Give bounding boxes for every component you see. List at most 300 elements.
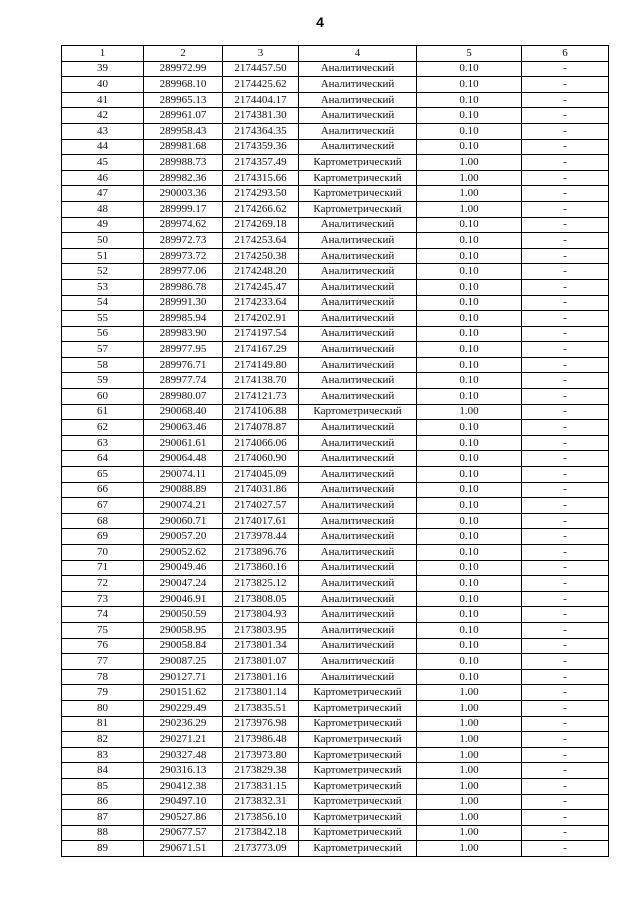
method-cell: Аналитический (299, 654, 417, 670)
point-number-cell: 62 (62, 420, 144, 436)
method-cell: Аналитический (299, 248, 417, 264)
point-number-cell: 71 (62, 560, 144, 576)
accuracy-cell: 0.10 (417, 513, 522, 529)
method-cell: Аналитический (299, 607, 417, 623)
y-coordinate-cell: 2173896.76 (223, 545, 299, 561)
x-coordinate-cell: 290527.86 (144, 810, 223, 826)
x-coordinate-cell: 290003.36 (144, 186, 223, 202)
y-coordinate-cell: 2174266.62 (223, 201, 299, 217)
accuracy-cell: 0.10 (417, 576, 522, 592)
point-number-cell: 73 (62, 591, 144, 607)
method-cell: Картометрический (299, 747, 417, 763)
y-coordinate-cell: 2174245.47 (223, 279, 299, 295)
accuracy-cell: 0.10 (417, 498, 522, 514)
x-coordinate-cell: 289965.13 (144, 92, 223, 108)
x-coordinate-cell: 289972.99 (144, 61, 223, 77)
method-cell: Аналитический (299, 622, 417, 638)
method-cell: Аналитический (299, 279, 417, 295)
point-number-cell: 74 (62, 607, 144, 623)
x-coordinate-cell: 290064.48 (144, 451, 223, 467)
x-coordinate-cell: 290058.95 (144, 622, 223, 638)
point-number-cell: 76 (62, 638, 144, 654)
accuracy-cell: 1.00 (417, 685, 522, 701)
table-row (62, 700, 609, 716)
accuracy-cell: 0.10 (417, 654, 522, 670)
y-coordinate-cell: 2174404.17 (223, 92, 299, 108)
note-cell: - (522, 295, 609, 311)
method-cell: Аналитический (299, 513, 417, 529)
x-coordinate-cell: 289972.73 (144, 233, 223, 249)
y-coordinate-cell: 2174359.36 (223, 139, 299, 155)
table-row (62, 357, 609, 373)
point-number-cell: 67 (62, 498, 144, 514)
accuracy-cell: 0.10 (417, 77, 522, 93)
point-number-cell: 84 (62, 763, 144, 779)
x-coordinate-cell: 290412.38 (144, 778, 223, 794)
y-coordinate-cell: 2173835.51 (223, 700, 299, 716)
table-row (62, 825, 609, 841)
point-number-cell: 69 (62, 529, 144, 545)
x-coordinate-cell: 290087.25 (144, 654, 223, 670)
method-cell: Аналитический (299, 545, 417, 561)
table-row (62, 622, 609, 638)
y-coordinate-cell: 2174031.86 (223, 482, 299, 498)
method-cell: Аналитический (299, 233, 417, 249)
y-coordinate-cell: 2174253.64 (223, 233, 299, 249)
column-header: 5 (417, 46, 522, 62)
point-number-cell: 70 (62, 545, 144, 561)
point-number-cell: 39 (62, 61, 144, 77)
note-cell: - (522, 654, 609, 670)
method-cell: Картометрический (299, 700, 417, 716)
accuracy-cell: 0.10 (417, 342, 522, 358)
table-body (62, 61, 609, 856)
point-number-cell: 64 (62, 451, 144, 467)
y-coordinate-cell: 2173860.16 (223, 560, 299, 576)
note-cell: - (522, 529, 609, 545)
table-row (62, 810, 609, 826)
accuracy-cell: 1.00 (417, 716, 522, 732)
table-row (62, 747, 609, 763)
x-coordinate-cell: 290052.62 (144, 545, 223, 561)
x-coordinate-cell: 289958.43 (144, 123, 223, 139)
note-cell: - (522, 420, 609, 436)
table-header-row (62, 46, 609, 62)
x-coordinate-cell: 290088.89 (144, 482, 223, 498)
y-coordinate-cell: 2173976.98 (223, 716, 299, 732)
x-coordinate-cell: 290677.57 (144, 825, 223, 841)
accuracy-cell: 0.10 (417, 139, 522, 155)
method-cell: Картометрический (299, 155, 417, 171)
method-cell: Аналитический (299, 420, 417, 436)
x-coordinate-cell: 290060.71 (144, 513, 223, 529)
table-row (62, 108, 609, 124)
y-coordinate-cell: 2174202.91 (223, 311, 299, 327)
note-cell: - (522, 498, 609, 514)
y-coordinate-cell: 2173829.38 (223, 763, 299, 779)
x-coordinate-cell: 289999.17 (144, 201, 223, 217)
column-header: 1 (62, 46, 144, 62)
note-cell: - (522, 513, 609, 529)
accuracy-cell: 0.10 (417, 248, 522, 264)
x-coordinate-cell: 290229.49 (144, 700, 223, 716)
x-coordinate-cell: 289977.74 (144, 373, 223, 389)
table-row (62, 513, 609, 529)
table-row (62, 326, 609, 342)
x-coordinate-cell: 290151.62 (144, 685, 223, 701)
note-cell: - (522, 170, 609, 186)
table-row (62, 123, 609, 139)
accuracy-cell: 0.10 (417, 420, 522, 436)
point-number-cell: 78 (62, 669, 144, 685)
accuracy-cell: 0.10 (417, 279, 522, 295)
note-cell: - (522, 404, 609, 420)
method-cell: Картометрический (299, 732, 417, 748)
table-row (62, 638, 609, 654)
method-cell: Аналитический (299, 357, 417, 373)
method-cell: Картометрический (299, 841, 417, 857)
point-number-cell: 59 (62, 373, 144, 389)
point-number-cell: 65 (62, 467, 144, 483)
point-number-cell: 55 (62, 311, 144, 327)
table-row (62, 92, 609, 108)
accuracy-cell: 0.10 (417, 467, 522, 483)
x-coordinate-cell: 289968.10 (144, 77, 223, 93)
y-coordinate-cell: 2174269.18 (223, 217, 299, 233)
point-number-cell: 50 (62, 233, 144, 249)
note-cell: - (522, 311, 609, 327)
accuracy-cell: 0.10 (417, 295, 522, 311)
y-coordinate-cell: 2173831.15 (223, 778, 299, 794)
table-row (62, 545, 609, 561)
table-row (62, 77, 609, 93)
accuracy-cell: 0.10 (417, 123, 522, 139)
accuracy-cell: 1.00 (417, 155, 522, 171)
accuracy-cell: 1.00 (417, 763, 522, 779)
x-coordinate-cell: 290050.59 (144, 607, 223, 623)
y-coordinate-cell: 2173801.16 (223, 669, 299, 685)
note-cell: - (522, 139, 609, 155)
method-cell: Аналитический (299, 295, 417, 311)
table-row (62, 311, 609, 327)
accuracy-cell: 0.10 (417, 61, 522, 77)
column-header: 4 (299, 46, 417, 62)
point-number-cell: 63 (62, 435, 144, 451)
table-row (62, 404, 609, 420)
note-cell: - (522, 685, 609, 701)
accuracy-cell: 0.10 (417, 451, 522, 467)
x-coordinate-cell: 289982.36 (144, 170, 223, 186)
note-cell: - (522, 810, 609, 826)
x-coordinate-cell: 290074.11 (144, 467, 223, 483)
accuracy-cell: 1.00 (417, 404, 522, 420)
note-cell: - (522, 92, 609, 108)
table-row (62, 186, 609, 202)
y-coordinate-cell: 2174060.90 (223, 451, 299, 467)
y-coordinate-cell: 2174106.88 (223, 404, 299, 420)
y-coordinate-cell: 2173803.95 (223, 622, 299, 638)
x-coordinate-cell: 289973.72 (144, 248, 223, 264)
note-cell: - (522, 467, 609, 483)
table-row (62, 139, 609, 155)
y-coordinate-cell: 2173986.48 (223, 732, 299, 748)
table-row (62, 560, 609, 576)
x-coordinate-cell: 290046.91 (144, 591, 223, 607)
note-cell: - (522, 778, 609, 794)
accuracy-cell: 1.00 (417, 201, 522, 217)
accuracy-cell: 0.10 (417, 357, 522, 373)
table-row (62, 591, 609, 607)
point-number-cell: 60 (62, 389, 144, 405)
note-cell: - (522, 217, 609, 233)
method-cell: Аналитический (299, 92, 417, 108)
method-cell: Аналитический (299, 217, 417, 233)
note-cell: - (522, 638, 609, 654)
y-coordinate-cell: 2173808.05 (223, 591, 299, 607)
note-cell: - (522, 591, 609, 607)
note-cell: - (522, 201, 609, 217)
y-coordinate-cell: 2174248.20 (223, 264, 299, 280)
accuracy-cell: 1.00 (417, 841, 522, 857)
x-coordinate-cell: 289961.07 (144, 108, 223, 124)
point-number-cell: 42 (62, 108, 144, 124)
method-cell: Картометрический (299, 825, 417, 841)
x-coordinate-cell: 289976.71 (144, 357, 223, 373)
page-number: 4 (316, 14, 324, 30)
point-number-cell: 72 (62, 576, 144, 592)
y-coordinate-cell: 2173842.18 (223, 825, 299, 841)
point-number-cell: 88 (62, 825, 144, 841)
y-coordinate-cell: 2174138.70 (223, 373, 299, 389)
y-coordinate-cell: 2174121.73 (223, 389, 299, 405)
method-cell: Аналитический (299, 529, 417, 545)
y-coordinate-cell: 2174197.54 (223, 326, 299, 342)
table-row (62, 233, 609, 249)
method-cell: Аналитический (299, 123, 417, 139)
point-number-cell: 48 (62, 201, 144, 217)
accuracy-cell: 0.10 (417, 373, 522, 389)
table-row (62, 451, 609, 467)
y-coordinate-cell: 2174027.57 (223, 498, 299, 514)
note-cell: - (522, 841, 609, 857)
method-cell: Картометрический (299, 716, 417, 732)
note-cell: - (522, 155, 609, 171)
method-cell: Картометрический (299, 810, 417, 826)
note-cell: - (522, 248, 609, 264)
accuracy-cell: 1.00 (417, 794, 522, 810)
note-cell: - (522, 669, 609, 685)
point-number-cell: 61 (62, 404, 144, 420)
table-row (62, 420, 609, 436)
accuracy-cell: 0.10 (417, 92, 522, 108)
accuracy-cell: 1.00 (417, 747, 522, 763)
y-coordinate-cell: 2173978.44 (223, 529, 299, 545)
x-coordinate-cell: 290271.21 (144, 732, 223, 748)
point-number-cell: 47 (62, 186, 144, 202)
y-coordinate-cell: 2174045.09 (223, 467, 299, 483)
table-row (62, 342, 609, 358)
x-coordinate-cell: 289988.73 (144, 155, 223, 171)
method-cell: Аналитический (299, 498, 417, 514)
table-row (62, 467, 609, 483)
note-cell: - (522, 326, 609, 342)
table-row (62, 373, 609, 389)
accuracy-cell: 0.10 (417, 560, 522, 576)
method-cell: Аналитический (299, 61, 417, 77)
table-row (62, 155, 609, 171)
x-coordinate-cell: 290049.46 (144, 560, 223, 576)
x-coordinate-cell: 289977.95 (144, 342, 223, 358)
y-coordinate-cell: 2174364.35 (223, 123, 299, 139)
note-cell: - (522, 373, 609, 389)
accuracy-cell: 0.10 (417, 529, 522, 545)
y-coordinate-cell: 2174357.49 (223, 155, 299, 171)
table-row (62, 716, 609, 732)
accuracy-cell: 0.10 (417, 591, 522, 607)
accuracy-cell: 0.10 (417, 217, 522, 233)
point-number-cell: 87 (62, 810, 144, 826)
accuracy-cell: 0.10 (417, 108, 522, 124)
point-number-cell: 53 (62, 279, 144, 295)
accuracy-cell: 0.10 (417, 233, 522, 249)
point-number-cell: 44 (62, 139, 144, 155)
method-cell: Картометрический (299, 186, 417, 202)
accuracy-cell: 1.00 (417, 732, 522, 748)
x-coordinate-cell: 290063.46 (144, 420, 223, 436)
point-number-cell: 82 (62, 732, 144, 748)
table-row (62, 778, 609, 794)
x-coordinate-cell: 289974.62 (144, 217, 223, 233)
y-coordinate-cell: 2174457.50 (223, 61, 299, 77)
column-header: 6 (522, 46, 609, 62)
accuracy-cell: 1.00 (417, 700, 522, 716)
note-cell: - (522, 794, 609, 810)
x-coordinate-cell: 290068.40 (144, 404, 223, 420)
y-coordinate-cell: 2174381.30 (223, 108, 299, 124)
method-cell: Аналитический (299, 560, 417, 576)
note-cell: - (522, 264, 609, 280)
x-coordinate-cell: 289991.30 (144, 295, 223, 311)
method-cell: Аналитический (299, 638, 417, 654)
note-cell: - (522, 716, 609, 732)
note-cell: - (522, 451, 609, 467)
accuracy-cell: 1.00 (417, 825, 522, 841)
y-coordinate-cell: 2174149.80 (223, 357, 299, 373)
table-row (62, 389, 609, 405)
note-cell: - (522, 108, 609, 124)
method-cell: Аналитический (299, 591, 417, 607)
method-cell: Аналитический (299, 139, 417, 155)
y-coordinate-cell: 2174167.29 (223, 342, 299, 358)
note-cell: - (522, 732, 609, 748)
point-number-cell: 46 (62, 170, 144, 186)
method-cell: Аналитический (299, 669, 417, 685)
note-cell: - (522, 545, 609, 561)
y-coordinate-cell: 2174078.87 (223, 420, 299, 436)
y-coordinate-cell: 2173832.31 (223, 794, 299, 810)
x-coordinate-cell: 290127.71 (144, 669, 223, 685)
note-cell: - (522, 560, 609, 576)
table-row (62, 248, 609, 264)
note-cell: - (522, 342, 609, 358)
x-coordinate-cell: 290236.29 (144, 716, 223, 732)
method-cell: Аналитический (299, 326, 417, 342)
method-cell: Аналитический (299, 108, 417, 124)
method-cell: Аналитический (299, 311, 417, 327)
point-number-cell: 85 (62, 778, 144, 794)
method-cell: Аналитический (299, 482, 417, 498)
table-row (62, 685, 609, 701)
note-cell: - (522, 482, 609, 498)
note-cell: - (522, 700, 609, 716)
table-row (62, 794, 609, 810)
column-header: 3 (223, 46, 299, 62)
y-coordinate-cell: 2174315.66 (223, 170, 299, 186)
point-number-cell: 58 (62, 357, 144, 373)
accuracy-cell: 0.10 (417, 545, 522, 561)
accuracy-cell: 0.10 (417, 622, 522, 638)
table-row (62, 607, 609, 623)
y-coordinate-cell: 2173825.12 (223, 576, 299, 592)
x-coordinate-cell: 290047.24 (144, 576, 223, 592)
point-number-cell: 45 (62, 155, 144, 171)
method-cell: Картометрический (299, 685, 417, 701)
method-cell: Аналитический (299, 389, 417, 405)
x-coordinate-cell: 289980.07 (144, 389, 223, 405)
method-cell: Картометрический (299, 201, 417, 217)
y-coordinate-cell: 2173801.14 (223, 685, 299, 701)
point-number-cell: 56 (62, 326, 144, 342)
method-cell: Аналитический (299, 435, 417, 451)
point-number-cell: 41 (62, 92, 144, 108)
y-coordinate-cell: 2174425.62 (223, 77, 299, 93)
x-coordinate-cell: 289985.94 (144, 311, 223, 327)
x-coordinate-cell: 290497.10 (144, 794, 223, 810)
table-row (62, 841, 609, 857)
point-number-cell: 86 (62, 794, 144, 810)
table-row (62, 763, 609, 779)
x-coordinate-cell: 290327.48 (144, 747, 223, 763)
method-cell: Аналитический (299, 467, 417, 483)
accuracy-cell: 1.00 (417, 810, 522, 826)
point-number-cell: 81 (62, 716, 144, 732)
table-row (62, 654, 609, 670)
note-cell: - (522, 435, 609, 451)
method-cell: Аналитический (299, 77, 417, 93)
accuracy-cell: 0.10 (417, 311, 522, 327)
point-number-cell: 49 (62, 217, 144, 233)
accuracy-cell: 0.10 (417, 326, 522, 342)
y-coordinate-cell: 2173856.10 (223, 810, 299, 826)
method-cell: Аналитический (299, 451, 417, 467)
x-coordinate-cell: 289977.06 (144, 264, 223, 280)
point-number-cell: 57 (62, 342, 144, 358)
table-row (62, 279, 609, 295)
note-cell: - (522, 123, 609, 139)
method-cell: Картометрический (299, 170, 417, 186)
accuracy-cell: 0.10 (417, 264, 522, 280)
accuracy-cell: 0.10 (417, 607, 522, 623)
point-number-cell: 68 (62, 513, 144, 529)
y-coordinate-cell: 2174250.38 (223, 248, 299, 264)
table-row (62, 170, 609, 186)
method-cell: Картометрический (299, 794, 417, 810)
note-cell: - (522, 61, 609, 77)
method-cell: Аналитический (299, 373, 417, 389)
x-coordinate-cell: 290061.61 (144, 435, 223, 451)
note-cell: - (522, 186, 609, 202)
accuracy-cell: 0.10 (417, 638, 522, 654)
